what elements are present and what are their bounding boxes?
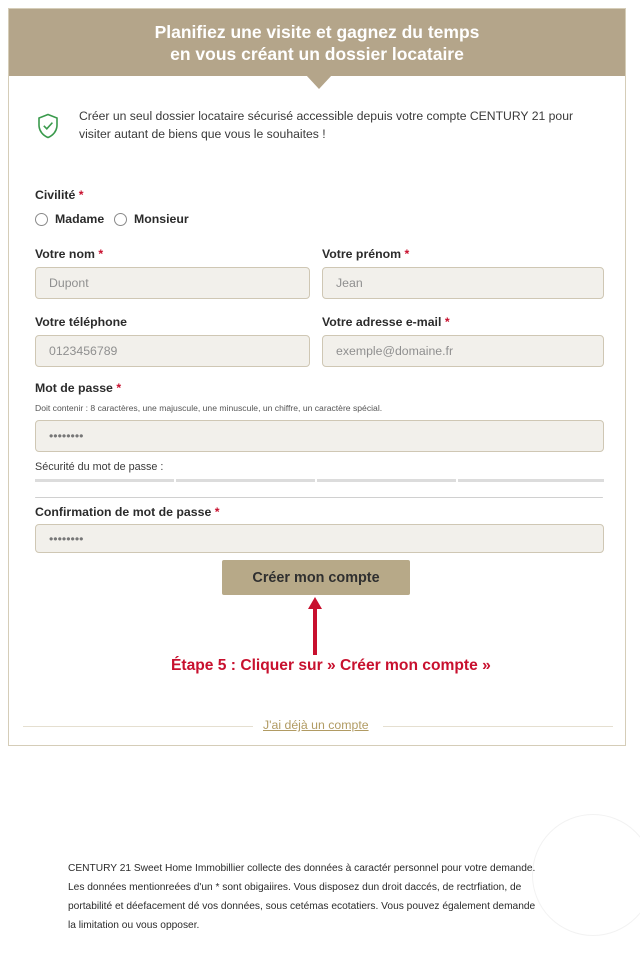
required-marker: * [78, 188, 84, 202]
strength-segment-1 [35, 479, 174, 482]
section-divider [35, 497, 603, 498]
password-value: •••••••• [49, 429, 84, 443]
legal-notice [68, 859, 568, 935]
strength-segment-4 [458, 479, 604, 482]
login-link[interactable]: J'ai déjà un compte [263, 718, 369, 732]
legal-line-4: la limitation ou vous opposer. [68, 920, 200, 931]
confirm-label [35, 505, 220, 519]
radio-madame[interactable] [35, 212, 104, 226]
required-marker: * [214, 505, 220, 519]
create-account-button[interactable]: Créer mon compte [222, 560, 410, 595]
intro-line2: visiter autant de biens que vous le souhaites ! [79, 127, 326, 141]
footer-line-right [383, 726, 613, 727]
red-arrow-up-icon [305, 597, 325, 655]
prenom-label [322, 247, 409, 261]
strength-segment-3 [317, 479, 456, 482]
radio-monsieur-label: Monsieur [134, 212, 189, 226]
strength-segment-2 [176, 479, 315, 482]
step-annotation: Étape 5 : Cliquer sur » Créer mon compte » [171, 657, 491, 674]
intro-line1: Créer un seul dossier locataire sécurisé accessible depuis votre compte CENTURY 21 pour [79, 109, 574, 123]
required-marker: * [404, 247, 410, 261]
telephone-input[interactable] [35, 335, 310, 367]
prenom-label-text: Votre prénom [322, 247, 402, 261]
password-label-text: Mot de passe [35, 381, 113, 395]
nom-input[interactable] [35, 267, 310, 299]
required-marker: * [444, 315, 450, 329]
email-placeholder: exemple@domaine.fr [336, 344, 454, 358]
footer-line-left [23, 726, 253, 727]
radio-monsieur[interactable] [114, 212, 189, 226]
nom-label [35, 247, 103, 261]
prenom-placeholder: Jean [336, 276, 363, 290]
nom-label-text: Votre nom [35, 247, 95, 261]
radio-circle-madame[interactable] [35, 213, 48, 226]
email-input[interactable] [322, 335, 604, 367]
legal-line-3: portabilité et déefacement dé vos données, sous cetémas ecotatiers. Vous pouvez également demande [68, 901, 536, 912]
nom-placeholder: Dupont [49, 276, 89, 290]
email-label-text: Votre adresse e-mail [322, 315, 442, 329]
password-strength-label: Sécurité du mot de passe : [35, 461, 164, 473]
telephone-label-text: Votre téléphone [35, 315, 128, 329]
radio-madame-label: Madame [55, 212, 105, 226]
confirm-password-value: •••••••• [49, 531, 84, 546]
password-input[interactable] [35, 420, 604, 452]
signup-card [8, 8, 626, 746]
prenom-input[interactable] [322, 267, 604, 299]
intro-text [79, 107, 599, 143]
shield-check-icon [37, 113, 59, 139]
password-hint: Doit contenir : 8 caractères, une majuscule, une minuscule, un chiffre, un caractère spécial. [35, 403, 383, 413]
required-marker: * [116, 381, 122, 395]
banner-title-line1: Planifiez une visite et gagnez du temps [154, 22, 480, 42]
civilite-label [35, 188, 84, 202]
legal-line-2: Les données mentionreées d'un * sont obigaiires. Vous disposez dun droit daccés, de rectrfiation, de [68, 882, 522, 893]
telephone-placeholder: 0123456789 [49, 344, 118, 358]
legal-line-1: CENTURY 21 Sweet Home Immobillier collecte des données à caractér personnel pour votre demande. [68, 863, 536, 874]
required-marker: * [98, 247, 104, 261]
password-label [35, 381, 121, 395]
banner-pointer [306, 75, 332, 89]
confirm-password-input[interactable] [35, 524, 604, 553]
radio-circle-monsieur[interactable] [114, 213, 127, 226]
confirm-label-text: Confirmation de mot de passe [35, 505, 212, 519]
email-label [322, 315, 450, 329]
civilite-label-text: Civilité [35, 188, 76, 202]
banner-title-line2: en vous créant un dossier locataire [170, 44, 464, 64]
telephone-label [35, 315, 127, 329]
header-banner [9, 9, 625, 76]
